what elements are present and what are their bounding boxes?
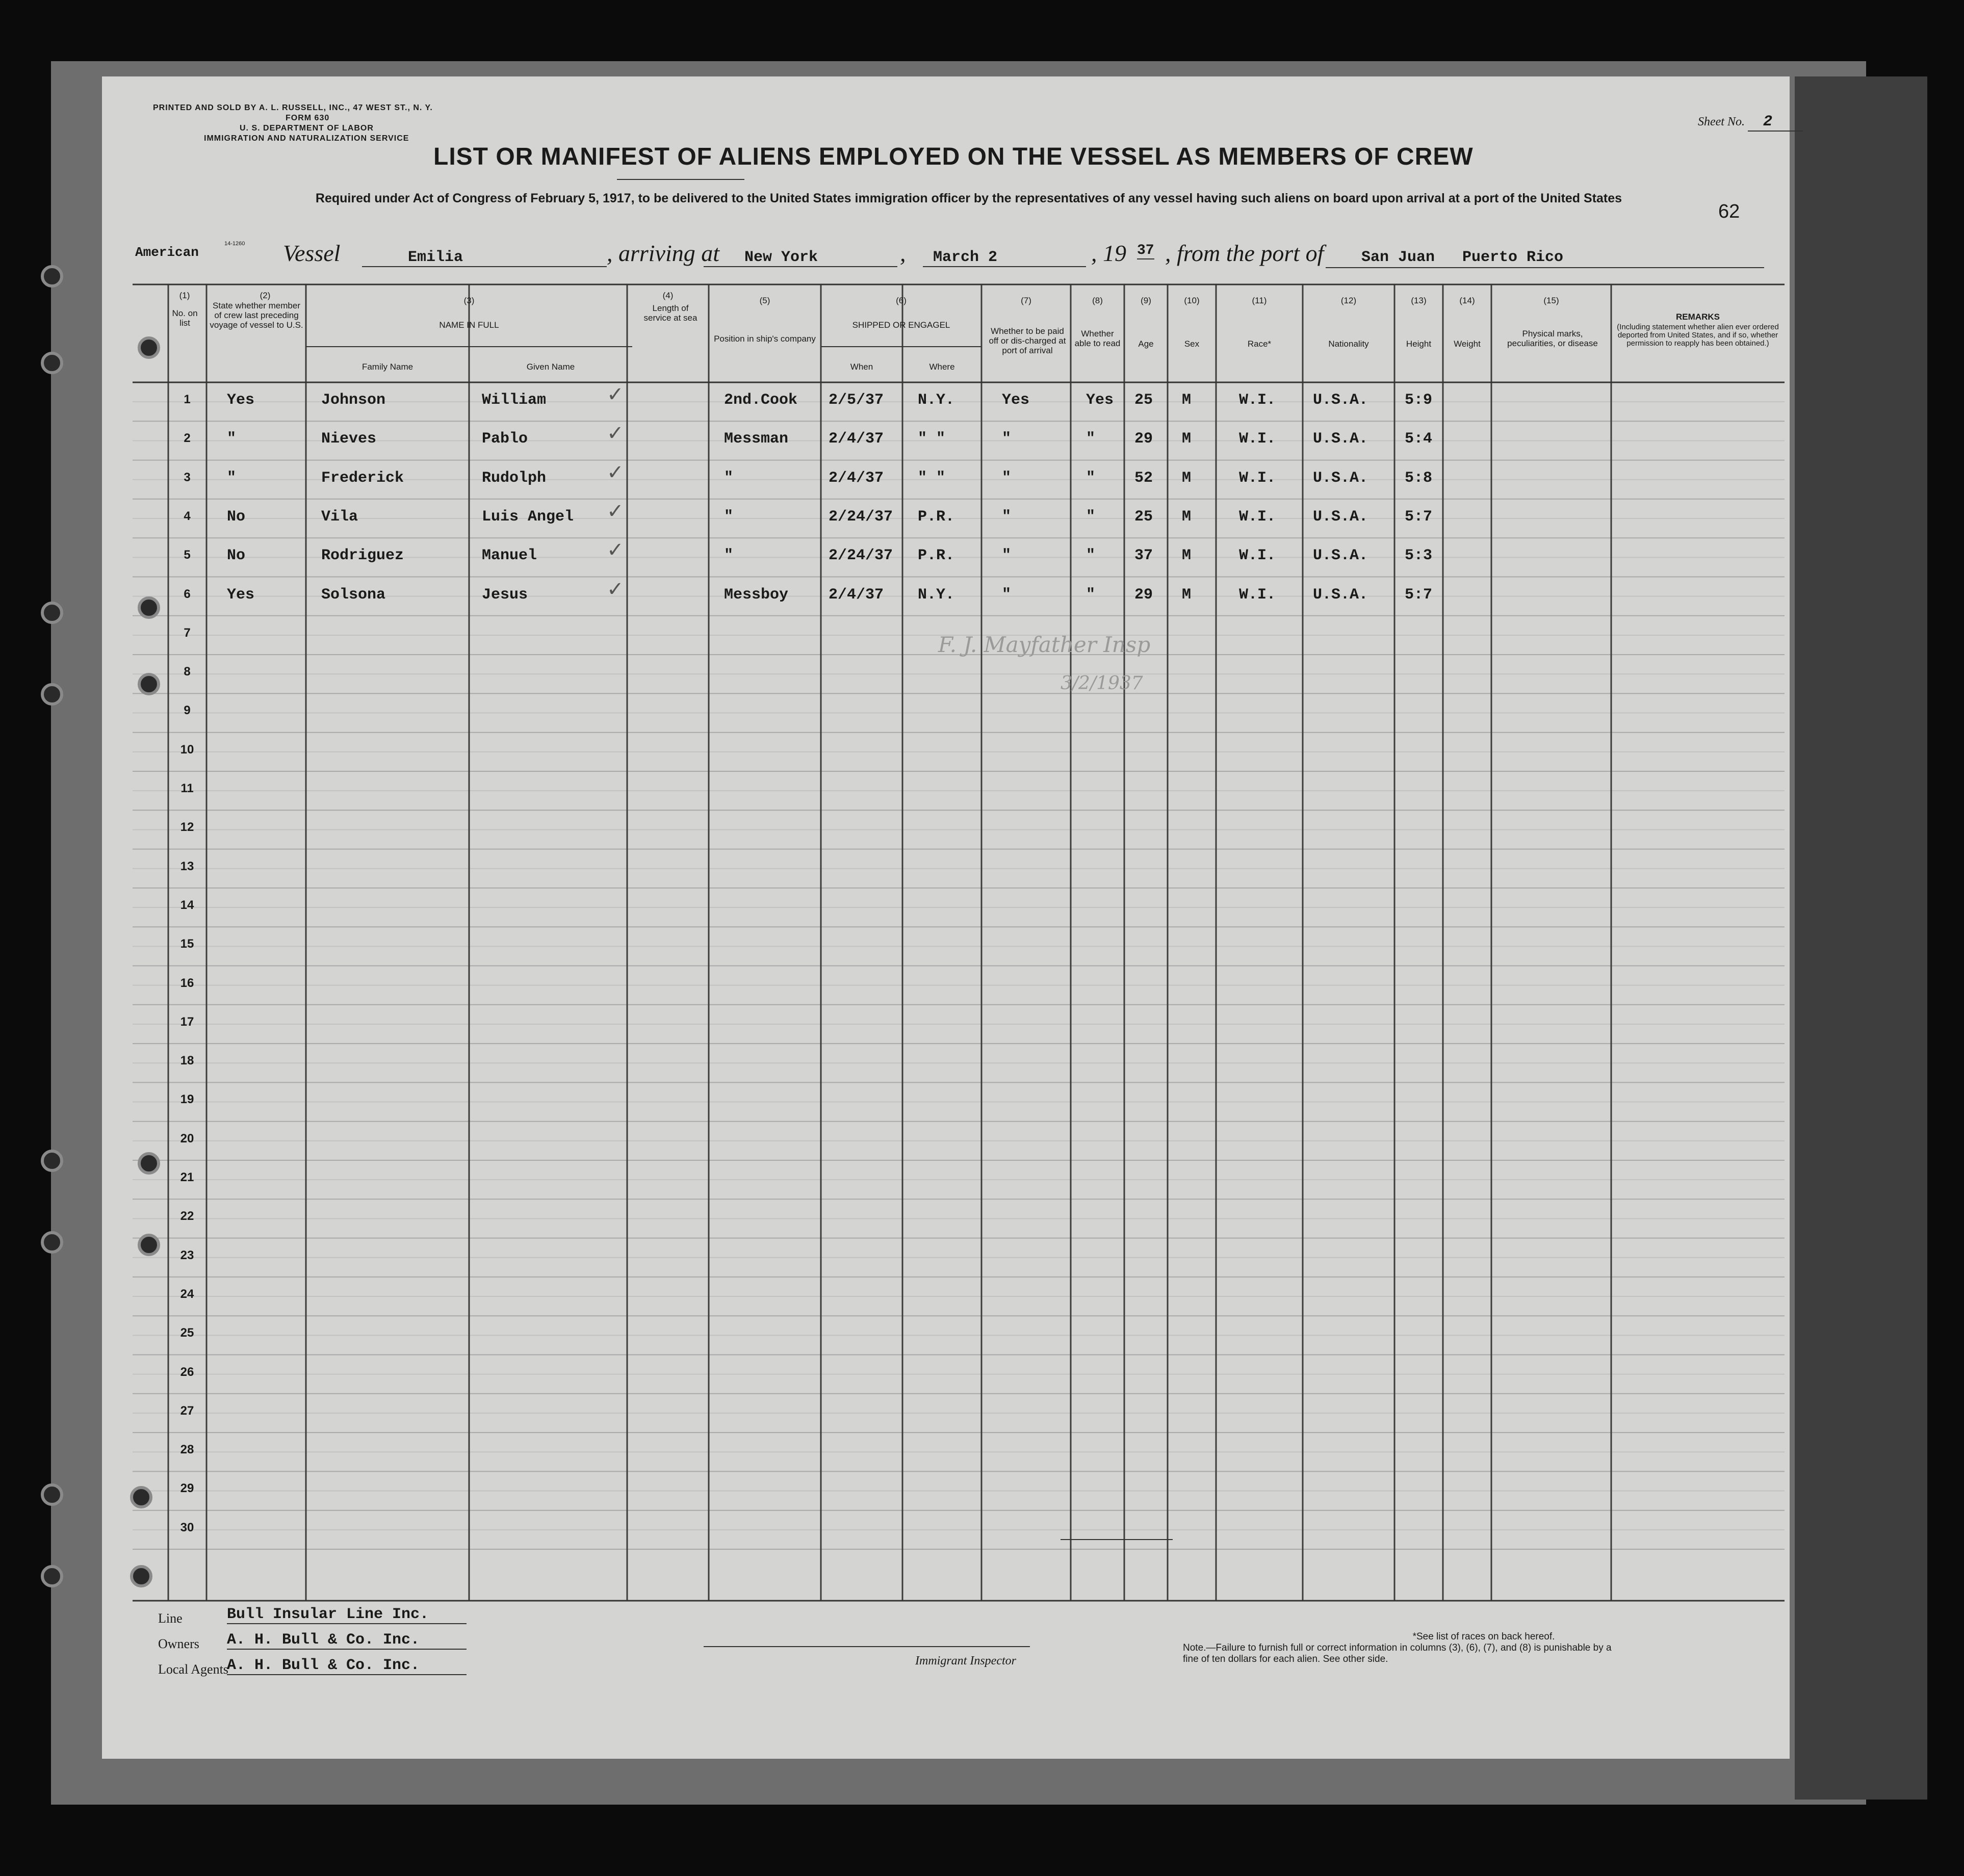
row-number: 23 xyxy=(180,1248,194,1262)
agents-label: Local Agents xyxy=(158,1662,228,1677)
row-number: 27 xyxy=(180,1403,194,1418)
check-mark-icon: ✓ xyxy=(607,538,624,562)
col-num-14: (14) xyxy=(1459,296,1475,305)
race-cell: W.I. xyxy=(1239,547,1276,565)
shipped-when-cell: 2/4/37 xyxy=(829,469,884,487)
row-number: 7 xyxy=(184,626,191,640)
ship-position-cell: 2nd.Cook xyxy=(724,392,798,409)
given-name-cell: Jesus xyxy=(482,586,528,604)
col-num-2: (2) xyxy=(260,291,271,300)
owners-value: A. H. Bull & Co. Inc. xyxy=(227,1631,467,1650)
nationality-cell: U.S.A. xyxy=(1313,547,1368,565)
col-num-6: (6) xyxy=(896,296,907,305)
able-to-read-cell: " xyxy=(1086,586,1096,604)
binder-hole xyxy=(138,336,160,359)
vessel-flag: American xyxy=(135,245,199,260)
sheet-number-label: Sheet No. 2 xyxy=(1698,113,1803,131)
year-prefix: , 19 xyxy=(1091,240,1126,266)
row-number: 15 xyxy=(180,937,194,951)
paid-off-cell: " xyxy=(1002,430,1012,448)
shipped-when-cell: 2/24/37 xyxy=(829,547,893,565)
signature-date: 3/2/1937 xyxy=(1061,673,1143,694)
row-number: 11 xyxy=(180,781,194,795)
row-number: 1 xyxy=(184,393,191,406)
row-number: 2 xyxy=(184,431,191,446)
binder-hole xyxy=(41,602,63,624)
binder-hole xyxy=(41,352,63,374)
header-age: Age xyxy=(1138,339,1154,349)
able-to-read-cell: " xyxy=(1086,430,1096,448)
check-mark-icon: ✓ xyxy=(607,422,624,445)
shipped-where-cell: P.R. xyxy=(918,508,955,526)
family-name-cell: Rodriguez xyxy=(321,547,404,565)
nationality-cell: U.S.A. xyxy=(1313,508,1368,526)
paid-off-cell: " xyxy=(1002,586,1012,604)
row-number: 24 xyxy=(180,1287,194,1301)
header-race: Race* xyxy=(1247,339,1272,349)
paid-off-cell: " xyxy=(1002,508,1012,526)
race-cell: W.I. xyxy=(1239,392,1276,409)
penalty-note: Note.—Failure to furnish full or correct information in columns (3), (6), (7), and (8) is punishable by a fine of ten dollars for each alien. See other side. xyxy=(1183,1643,1612,1664)
binder-hole xyxy=(41,1150,63,1172)
vessel-name: Emilia xyxy=(362,249,607,267)
header-where: Where xyxy=(929,362,955,372)
shipped-where-cell: " " xyxy=(918,469,946,487)
row-number: 16 xyxy=(180,976,194,990)
nationality-cell: U.S.A. xyxy=(1313,469,1368,487)
header-sex: Sex xyxy=(1184,339,1200,349)
header-given-name: Given Name xyxy=(526,362,575,372)
binder-hole xyxy=(138,596,160,619)
header-position: Position in ship's company xyxy=(714,334,816,344)
binder-hole xyxy=(138,1152,160,1175)
arriving-label: , arriving at xyxy=(607,240,720,266)
race-cell: W.I. xyxy=(1239,508,1276,526)
row-number: 30 xyxy=(180,1520,194,1534)
sex-cell: M xyxy=(1182,508,1192,526)
nationality-cell: U.S.A. xyxy=(1313,392,1368,409)
row-number: 10 xyxy=(180,742,194,757)
row-number: 19 xyxy=(180,1092,194,1107)
row-number: 28 xyxy=(180,1443,194,1457)
check-mark-icon: ✓ xyxy=(607,577,624,601)
col-num-5: (5) xyxy=(759,296,770,305)
col-num-1: (1) xyxy=(179,291,190,300)
col-num-12: (12) xyxy=(1340,296,1357,305)
crew-member-previous-cell: Yes xyxy=(227,392,255,409)
col-num-3: (3) xyxy=(463,296,475,305)
header-when: When xyxy=(850,362,873,372)
from-port: San Juan xyxy=(1361,249,1435,266)
age-cell: 29 xyxy=(1134,586,1153,604)
from-port-line xyxy=(1326,249,1764,268)
row-number: 13 xyxy=(180,859,194,873)
header-shipped: SHIPPED OR ENGAGEL xyxy=(852,320,950,330)
races-note: *See list of races on back hereof. xyxy=(1412,1631,1555,1642)
ship-position-cell: " xyxy=(724,547,734,565)
height-cell: 5:8 xyxy=(1405,469,1433,487)
family-name-cell: Vila xyxy=(321,508,358,526)
sex-cell: M xyxy=(1182,392,1192,409)
manifest-page: PRINTED AND SOLD BY A. L. RUSSELL, INC., 47 WEST ST., N. Y. FORM 630 U. S. DEPARTMENT OF LABOR IMMIGRATION AND NATURALIZATION SERVICE Sheet No. 2 LIST OR MANIFEST OF ALIENS EMPLOYED ON THE VESSEL AS MEMBERS OF CREW Required under Act of Congress of February 5, 1917, to be delivered to the United States immigration officer by the representatives of any vessel having such aliens on board upon arrival at a port of the United States 62 14-1260 American Vessel Emilia , arriving at New York , March 2 , 19 37 , from the port of San Juan Puerto Rico (1) No. on list (2) State whether member of crew last preceding voyage of vessel to U.S. (3) NAME IN FULL Family Name Given Name (4) Length of service at sea (5) Position in ship's company (6) SHIPPED OR ENGAGEL When Where (7) Whether to be paid off or dis-charged at port of arrival (8) Whether able to read (9) Age (10) Sex (11) Race* (12) Nationality (13) Height (14) Weight (15) Physical marks, peculiarities, or disease REMARKS (Including statement whether alien ever ordered deported from United States, and if so, whether permission to reapply has been obtained.) 1 2 3 4 5 6 7 8 9 10 11 12 13 14 15 16 17 18 19 20 21 22 23 24 25 26 27 28 29 30 Yes Johnson William 2nd.Cook 2/5/37 N.Y. Yes Yes 25 M W.I. U.S.A. 5:9 ✓ " Nieves Pablo Messman 2/4/37 " " " " 29 M W.I. U.S.A. 5:4 ✓ " Frederick Rudolph " 2/4/37 " " " " 52 M W.I. U.S.A. 5:8 ✓ No Vila Luis Angel " 2/24/37 P.R. " " 25 M W.I. U.S.A. 5:7 ✓ No Rodriguez Manuel " 2/24/37 P.R. " " 37 M W.I. U.S.A. 5:3 ✓ Yes Solsona Jesus Messboy 2/4/37 N.Y. " " 29 M W.I. U.S.A. 5:7 ✓ F. J. Mayfather Insp 3/2/1937 Line Bull Insular Line Inc. Owners A. H. Bull & Co. Inc. Local Agents A. H. Bull & Co. Inc. Immigrant Inspector *See list of races on back hereof. Note.—Failure to furnish full or correct information in columns (3), (6), (7), and (8) is punishable by a fine of ten dollars for each alien. See other side. xyxy=(102,76,1790,1759)
sex-cell: M xyxy=(1182,430,1192,448)
check-mark-icon: ✓ xyxy=(607,383,624,406)
row-number: 22 xyxy=(180,1209,194,1223)
binder-hole xyxy=(41,265,63,288)
row-number: 6 xyxy=(184,587,191,601)
height-cell: 5:9 xyxy=(1405,392,1433,409)
binder-hole xyxy=(130,1565,152,1587)
inspector-signature: F. J. Mayfather Insp xyxy=(938,632,1151,657)
race-cell: W.I. xyxy=(1239,586,1276,604)
ship-position-cell: Messman xyxy=(724,430,789,448)
crew-member-previous-cell: No xyxy=(227,547,246,565)
race-cell: W.I. xyxy=(1239,430,1276,448)
row-number: 12 xyxy=(180,820,194,835)
sex-cell: M xyxy=(1182,469,1192,487)
header-remarks-text: (Including statement whether alien ever ordered deported from United States, and if so, whether permission to reapply has been obtained.) xyxy=(1617,323,1779,348)
line-label: Line xyxy=(158,1611,183,1626)
paid-off-cell: " xyxy=(1002,469,1012,487)
header-no-on-list: No. on list xyxy=(172,308,198,328)
crew-member-previous-cell: Yes xyxy=(227,586,255,604)
able-to-read-cell: " xyxy=(1086,469,1096,487)
row-number: 4 xyxy=(184,509,191,523)
col-num-10: (10) xyxy=(1184,296,1200,305)
row-number: 5 xyxy=(184,548,191,562)
row-number: 3 xyxy=(184,470,191,484)
shipped-where-cell: N.Y. xyxy=(918,586,955,604)
arrival-date: March 2 xyxy=(923,249,1086,267)
line-value: Bull Insular Line Inc. xyxy=(227,1606,467,1624)
col-num-9: (9) xyxy=(1141,296,1151,305)
age-cell: 29 xyxy=(1134,430,1153,448)
from-port-label: , from the port of xyxy=(1165,240,1324,266)
race-cell: W.I. xyxy=(1239,469,1276,487)
ship-position-cell: " xyxy=(724,469,734,487)
row-number: 14 xyxy=(180,898,194,912)
row-number: 21 xyxy=(180,1170,194,1184)
crew-member-previous-cell: " xyxy=(227,469,237,487)
col-num-13: (13) xyxy=(1411,296,1427,305)
row-number: 20 xyxy=(180,1131,194,1145)
header-weight: Weight xyxy=(1454,339,1481,349)
binder-hole xyxy=(41,683,63,706)
check-mark-icon: ✓ xyxy=(607,499,624,523)
row-number: 8 xyxy=(184,665,191,679)
height-cell: 5:7 xyxy=(1405,508,1433,526)
header-name-in-full: NAME IN FULL xyxy=(439,320,499,330)
owners-label: Owners xyxy=(158,1636,199,1651)
binder-hole xyxy=(138,1234,160,1256)
crew-member-previous-cell: No xyxy=(227,508,246,526)
inspector-label: Immigrant Inspector xyxy=(915,1654,1016,1667)
col-num-8: (8) xyxy=(1092,296,1103,305)
from-country: Puerto Rico xyxy=(1462,249,1564,266)
sheet-number: 2 xyxy=(1748,113,1803,132)
nationality-cell: U.S.A. xyxy=(1313,586,1368,604)
paid-off-cell: " xyxy=(1002,547,1012,565)
height-cell: 5:4 xyxy=(1405,430,1433,448)
given-name-cell: William xyxy=(482,392,547,409)
arriving-port: New York xyxy=(704,249,897,267)
header-paid-off: Whether to be paid off or dis-charged at port of arrival xyxy=(989,326,1066,355)
row-number: 26 xyxy=(180,1365,194,1379)
header-physical-marks: Physical marks, peculiarities, or disease xyxy=(1507,329,1598,348)
family-name-cell: Frederick xyxy=(321,469,404,487)
family-name-cell: Nieves xyxy=(321,430,377,448)
row-number: 9 xyxy=(184,704,191,718)
col-num-15: (15) xyxy=(1543,296,1559,305)
form-code: 14-1260 xyxy=(224,241,245,247)
header-able-to-read: Whether able to read xyxy=(1074,329,1121,348)
header-family-name: Family Name xyxy=(361,362,414,372)
sex-cell: M xyxy=(1182,586,1192,604)
binder-hole xyxy=(41,1231,63,1254)
given-name-cell: Luis Angel xyxy=(482,508,574,526)
given-name-cell: Pablo xyxy=(482,430,528,448)
col-num-4: (4) xyxy=(662,291,674,300)
binder-hole xyxy=(138,673,160,695)
shipped-where-cell: P.R. xyxy=(918,547,955,565)
able-to-read-cell: " xyxy=(1086,508,1096,526)
row-number: 17 xyxy=(180,1014,194,1029)
able-to-read-cell: " xyxy=(1086,547,1096,565)
row-number: 29 xyxy=(180,1481,194,1496)
ship-position-cell: " xyxy=(724,508,734,526)
binder-hole xyxy=(41,1483,63,1506)
printer-imprint: PRINTED AND SOLD BY A. L. RUSSELL, INC., 47 WEST ST., N. Y. FORM 630 U. S. DEPARTMENT OF LABOR IMMIGRATION AND NATURALIZATION SERVICE xyxy=(153,103,433,143)
binder-hole xyxy=(41,1565,63,1587)
row-number: 25 xyxy=(180,1326,194,1340)
shipped-when-cell: 2/4/37 xyxy=(829,586,884,604)
age-cell: 25 xyxy=(1134,392,1153,409)
shipped-when-cell: 2/24/37 xyxy=(829,508,893,526)
able-to-read-cell: Yes xyxy=(1086,392,1114,409)
height-cell: 5:3 xyxy=(1405,547,1433,565)
given-name-cell: Manuel xyxy=(482,547,537,565)
page-number: 62 xyxy=(1718,201,1740,222)
given-name-cell: Rudolph xyxy=(482,469,547,487)
header-length-of-service: Length of service at sea xyxy=(643,303,697,323)
paid-off-cell: Yes xyxy=(1002,392,1030,409)
binder-hole xyxy=(130,1486,152,1508)
sex-cell: M xyxy=(1182,547,1192,565)
age-cell: 52 xyxy=(1134,469,1153,487)
height-cell: 5:7 xyxy=(1405,586,1433,604)
vessel-label: Vessel xyxy=(283,240,341,266)
header-remarks: REMARKS xyxy=(1676,312,1720,322)
age-cell: 37 xyxy=(1134,547,1153,565)
header-state-whether: State whether member of crew last preceding voyage of vessel to U.S. xyxy=(210,301,303,330)
age-cell: 25 xyxy=(1134,508,1153,526)
agents-value: A. H. Bull & Co. Inc. xyxy=(227,1657,467,1675)
header-height: Height xyxy=(1406,339,1432,349)
family-name-cell: Solsona xyxy=(321,586,386,604)
check-mark-icon: ✓ xyxy=(607,460,624,484)
shipped-when-cell: 2/4/37 xyxy=(829,430,884,448)
col-num-7: (7) xyxy=(1021,296,1031,305)
page-title: LIST OR MANIFEST OF ALIENS EMPLOYED ON THE VESSEL AS MEMBERS OF CREW xyxy=(433,143,1474,170)
crew-member-previous-cell: " xyxy=(227,430,237,448)
page-subtitle: Required under Act of Congress of February 5, 1917, to be delivered to the United States immigration officer by the representatives of any vessel having such aliens on board upon arrival at a port of the United States xyxy=(315,191,1622,205)
header-nationality: Nationality xyxy=(1328,339,1369,349)
year-suffix: 37 xyxy=(1137,243,1154,258)
col-num-11: (11) xyxy=(1252,296,1267,305)
shipped-where-cell: N.Y. xyxy=(918,392,955,409)
family-name-cell: Johnson xyxy=(321,392,386,409)
row-number: 18 xyxy=(180,1054,194,1068)
ship-position-cell: Messboy xyxy=(724,586,789,604)
back-sheet-edge xyxy=(1795,76,1927,1800)
nationality-cell: U.S.A. xyxy=(1313,430,1368,448)
shipped-when-cell: 2/5/37 xyxy=(829,392,884,409)
shipped-where-cell: " " xyxy=(918,430,946,448)
